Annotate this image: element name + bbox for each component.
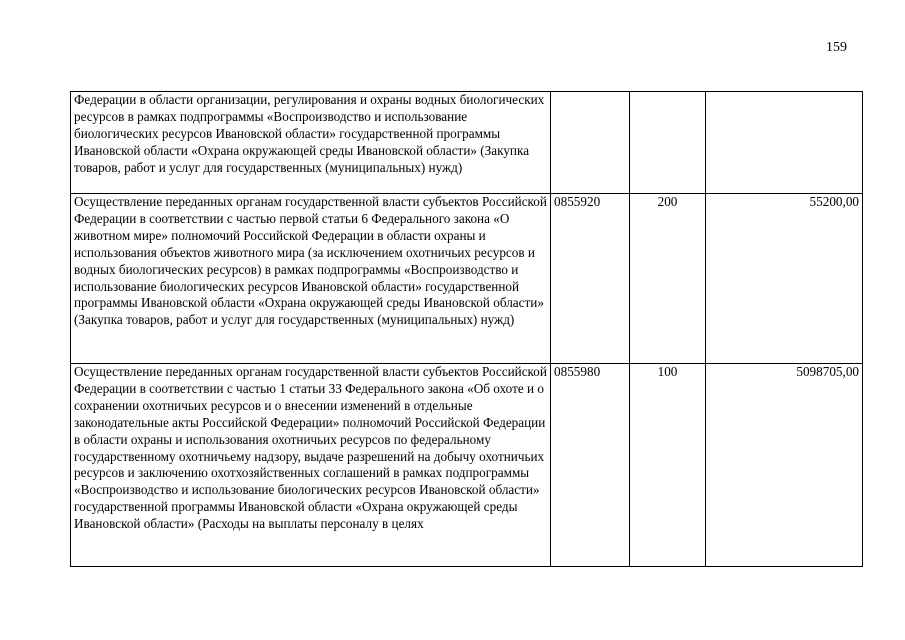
row-description: Осуществление переданных органам государственной власти субъектов Российской Федерации в соответствии с частью 1 статьи 33 Федерального закона «Об охоте и о сохранении охотничьих ресурсов и о внесении изменений в отдельные законодательные акты Российской Федерации» полномочий Российской Федерации в области охраны и использования охотничьих ресурсов по федеральному государственному охотничьему надзору, выдаче разрешений на добычу охотничьих ресурсов и заключению охотхозяйственных соглашений в рамках подпрограммы «Воспроизводство и использование биологических ресурсов Ивановской области» государственной программы Ивановской области «Охрана окружающей среды Ивановской области» (Расходы на выплаты персоналу в целях (74, 364, 547, 532)
amount: 55200,00 (809, 194, 859, 209)
target-article-code-cell (551, 92, 630, 194)
expense-type: 100 (657, 364, 678, 379)
target-article-code: 0855920 (554, 194, 601, 209)
target-article-code-cell (551, 194, 630, 364)
row-description-cell (71, 194, 551, 364)
page-number: 159 (826, 40, 847, 55)
row-description-cell (71, 364, 551, 567)
row-description: Осуществление переданных органам государственной власти субъектов Российской Федерации в соответствии с частью первой статьи 6 Федерального закона «О животном мире» полномочий Российской Федерации в области охраны и использования объектов животного мира (за исключением охотничьих ресурсов и водных биологических ресурсов) в рамках подпрограммы «Воспроизводство и использование биологических ресурсов Ивановской области» государственной программы Ивановской области «Охрана окружающей среды Ивановской области» (Закупка товаров, работ и услуг для государственных (муниципальных) нужд) (74, 194, 547, 328)
budget-table (70, 91, 863, 567)
amount-cell (706, 364, 863, 567)
expense-type-cell (630, 364, 706, 567)
expense-type-cell (630, 92, 706, 194)
amount-cell (706, 194, 863, 364)
table-row (71, 364, 863, 567)
row-description: Федерации в области организации, регулирования и охраны водных биологических ресурсов в рамках подпрограммы «Воспроизводство и использование биологических ресурсов Ивановской области» государственной программы Ивановской области «Охрана окружающей среды Ивановской области» (Закупка товаров, работ и услуг для государственных (муниципальных) нужд) (74, 92, 545, 175)
amount: 5098705,00 (796, 364, 859, 379)
row-description-cell (71, 92, 551, 194)
target-article-code: 0855980 (554, 364, 601, 379)
table-row (71, 194, 863, 364)
expense-type-cell (630, 194, 706, 364)
expense-type: 200 (657, 194, 678, 209)
target-article-code-cell (551, 364, 630, 567)
amount-cell (706, 92, 863, 194)
table-row (71, 92, 863, 194)
